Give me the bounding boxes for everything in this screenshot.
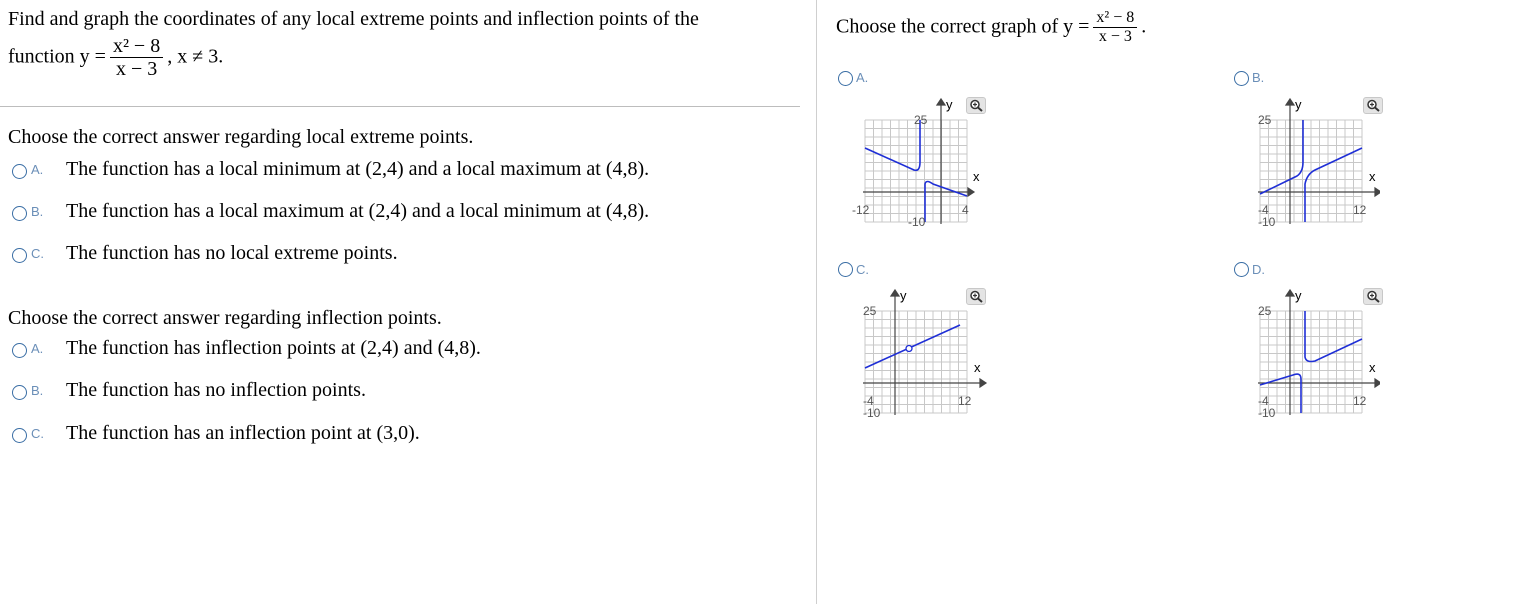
radio-extreme-b[interactable] [12, 206, 27, 221]
curve-left-branch [1260, 120, 1303, 194]
tick-y-min: -10 [863, 406, 881, 420]
inflection-option-c-text: The function has an inflection point at (3,0). [66, 422, 420, 444]
axis-label-y: y [946, 97, 953, 112]
tick-x-min: -12 [852, 203, 870, 217]
radio-graph-d[interactable] [1234, 262, 1249, 277]
graph-d [1245, 283, 1380, 423]
grid [865, 311, 967, 413]
tick-y-min: -10 [1258, 406, 1276, 420]
tick-x-max: 12 [1353, 203, 1367, 217]
radio-graph-c[interactable] [838, 262, 853, 277]
tick-x-max: 12 [958, 394, 972, 408]
extreme-option-a-text: The function has a local minimum at (2,4) and a local maximum at (4,8). [66, 158, 650, 180]
inflection-option-a-text: The function has inflection points at (2,4) and (4,8). [66, 337, 481, 359]
tick-x-min: -4 [1258, 394, 1269, 408]
radio-graph-b[interactable] [1234, 71, 1249, 86]
grid [1260, 120, 1362, 222]
tick-x-min: -4 [863, 394, 874, 408]
question-divider [0, 106, 800, 107]
axis-label-y: y [900, 288, 907, 303]
graph-b [1245, 92, 1380, 232]
radio-extreme-c[interactable] [12, 248, 27, 263]
graph-c [850, 283, 990, 423]
axis-label-y: y [1295, 97, 1302, 112]
option-letter: C. [31, 246, 44, 261]
question-fraction: $\frac{\text{x² − 8}}{x - 3}$ [110, 36, 163, 80]
extreme-prompt: Choose the correct answer regarding local extreme points. [8, 126, 474, 148]
tick-x-min: -4 [1258, 203, 1269, 217]
option-letter: B. [31, 383, 44, 398]
radio-graph-a[interactable] [838, 71, 853, 86]
graph-a [850, 92, 985, 232]
graph-question-fraction: $\frac{\text{x² − 8}}{x - 3}$ [1093, 10, 1137, 45]
extreme-option-b-text: The function has a local maximum at (2,4) and a local minimum at (4,8). [66, 200, 650, 222]
axis-label-x: x [973, 169, 980, 184]
tick-y-max: 25 [914, 113, 928, 127]
radio-inflection-a[interactable] [12, 343, 27, 358]
inflection-prompt: Choose the correct answer regarding inflection points. [8, 307, 442, 329]
option-letter: A. [856, 70, 869, 85]
option-letter: C. [856, 262, 869, 277]
radio-inflection-b[interactable] [12, 385, 27, 400]
tick-x-max: 12 [1353, 394, 1367, 408]
option-letter: B. [1252, 70, 1265, 85]
hole-marker [906, 346, 912, 352]
panel-divider [816, 0, 817, 604]
question-function: function y = $\frac{\text{x² − 8}}{x - 3}$ , x ≠ 3. [8, 35, 224, 80]
tick-x-max: 4 [962, 203, 969, 217]
option-letter: A. [31, 162, 44, 177]
option-letter: C. [31, 426, 44, 441]
option-letter: D. [1252, 262, 1265, 277]
question-line1: Find and graph the coordinates of any local extreme points and inflection points of the [8, 8, 699, 30]
graph-question: Choose the correct graph of y = $\frac{\text{x² − 8}}{x - 3}$ . [836, 9, 1147, 45]
radio-extreme-a[interactable] [12, 164, 27, 179]
tick-y-max: 25 [1258, 113, 1272, 127]
tick-y-min: -10 [1258, 215, 1276, 229]
axis-label-x: x [974, 360, 981, 375]
axis-label-x: x [1369, 360, 1376, 375]
axis-label-y: y [1295, 288, 1302, 303]
radio-inflection-c[interactable] [12, 428, 27, 443]
option-letter: B. [31, 204, 44, 219]
inflection-option-b-text: The function has no inflection points. [66, 379, 366, 401]
axis-label-x: x [1369, 169, 1376, 184]
tick-y-max: 25 [1258, 304, 1272, 318]
extreme-option-c-text: The function has no local extreme points. [66, 242, 398, 264]
option-letter: A. [31, 341, 44, 356]
tick-y-max: 25 [863, 304, 877, 318]
tick-y-min: -10 [908, 215, 926, 229]
